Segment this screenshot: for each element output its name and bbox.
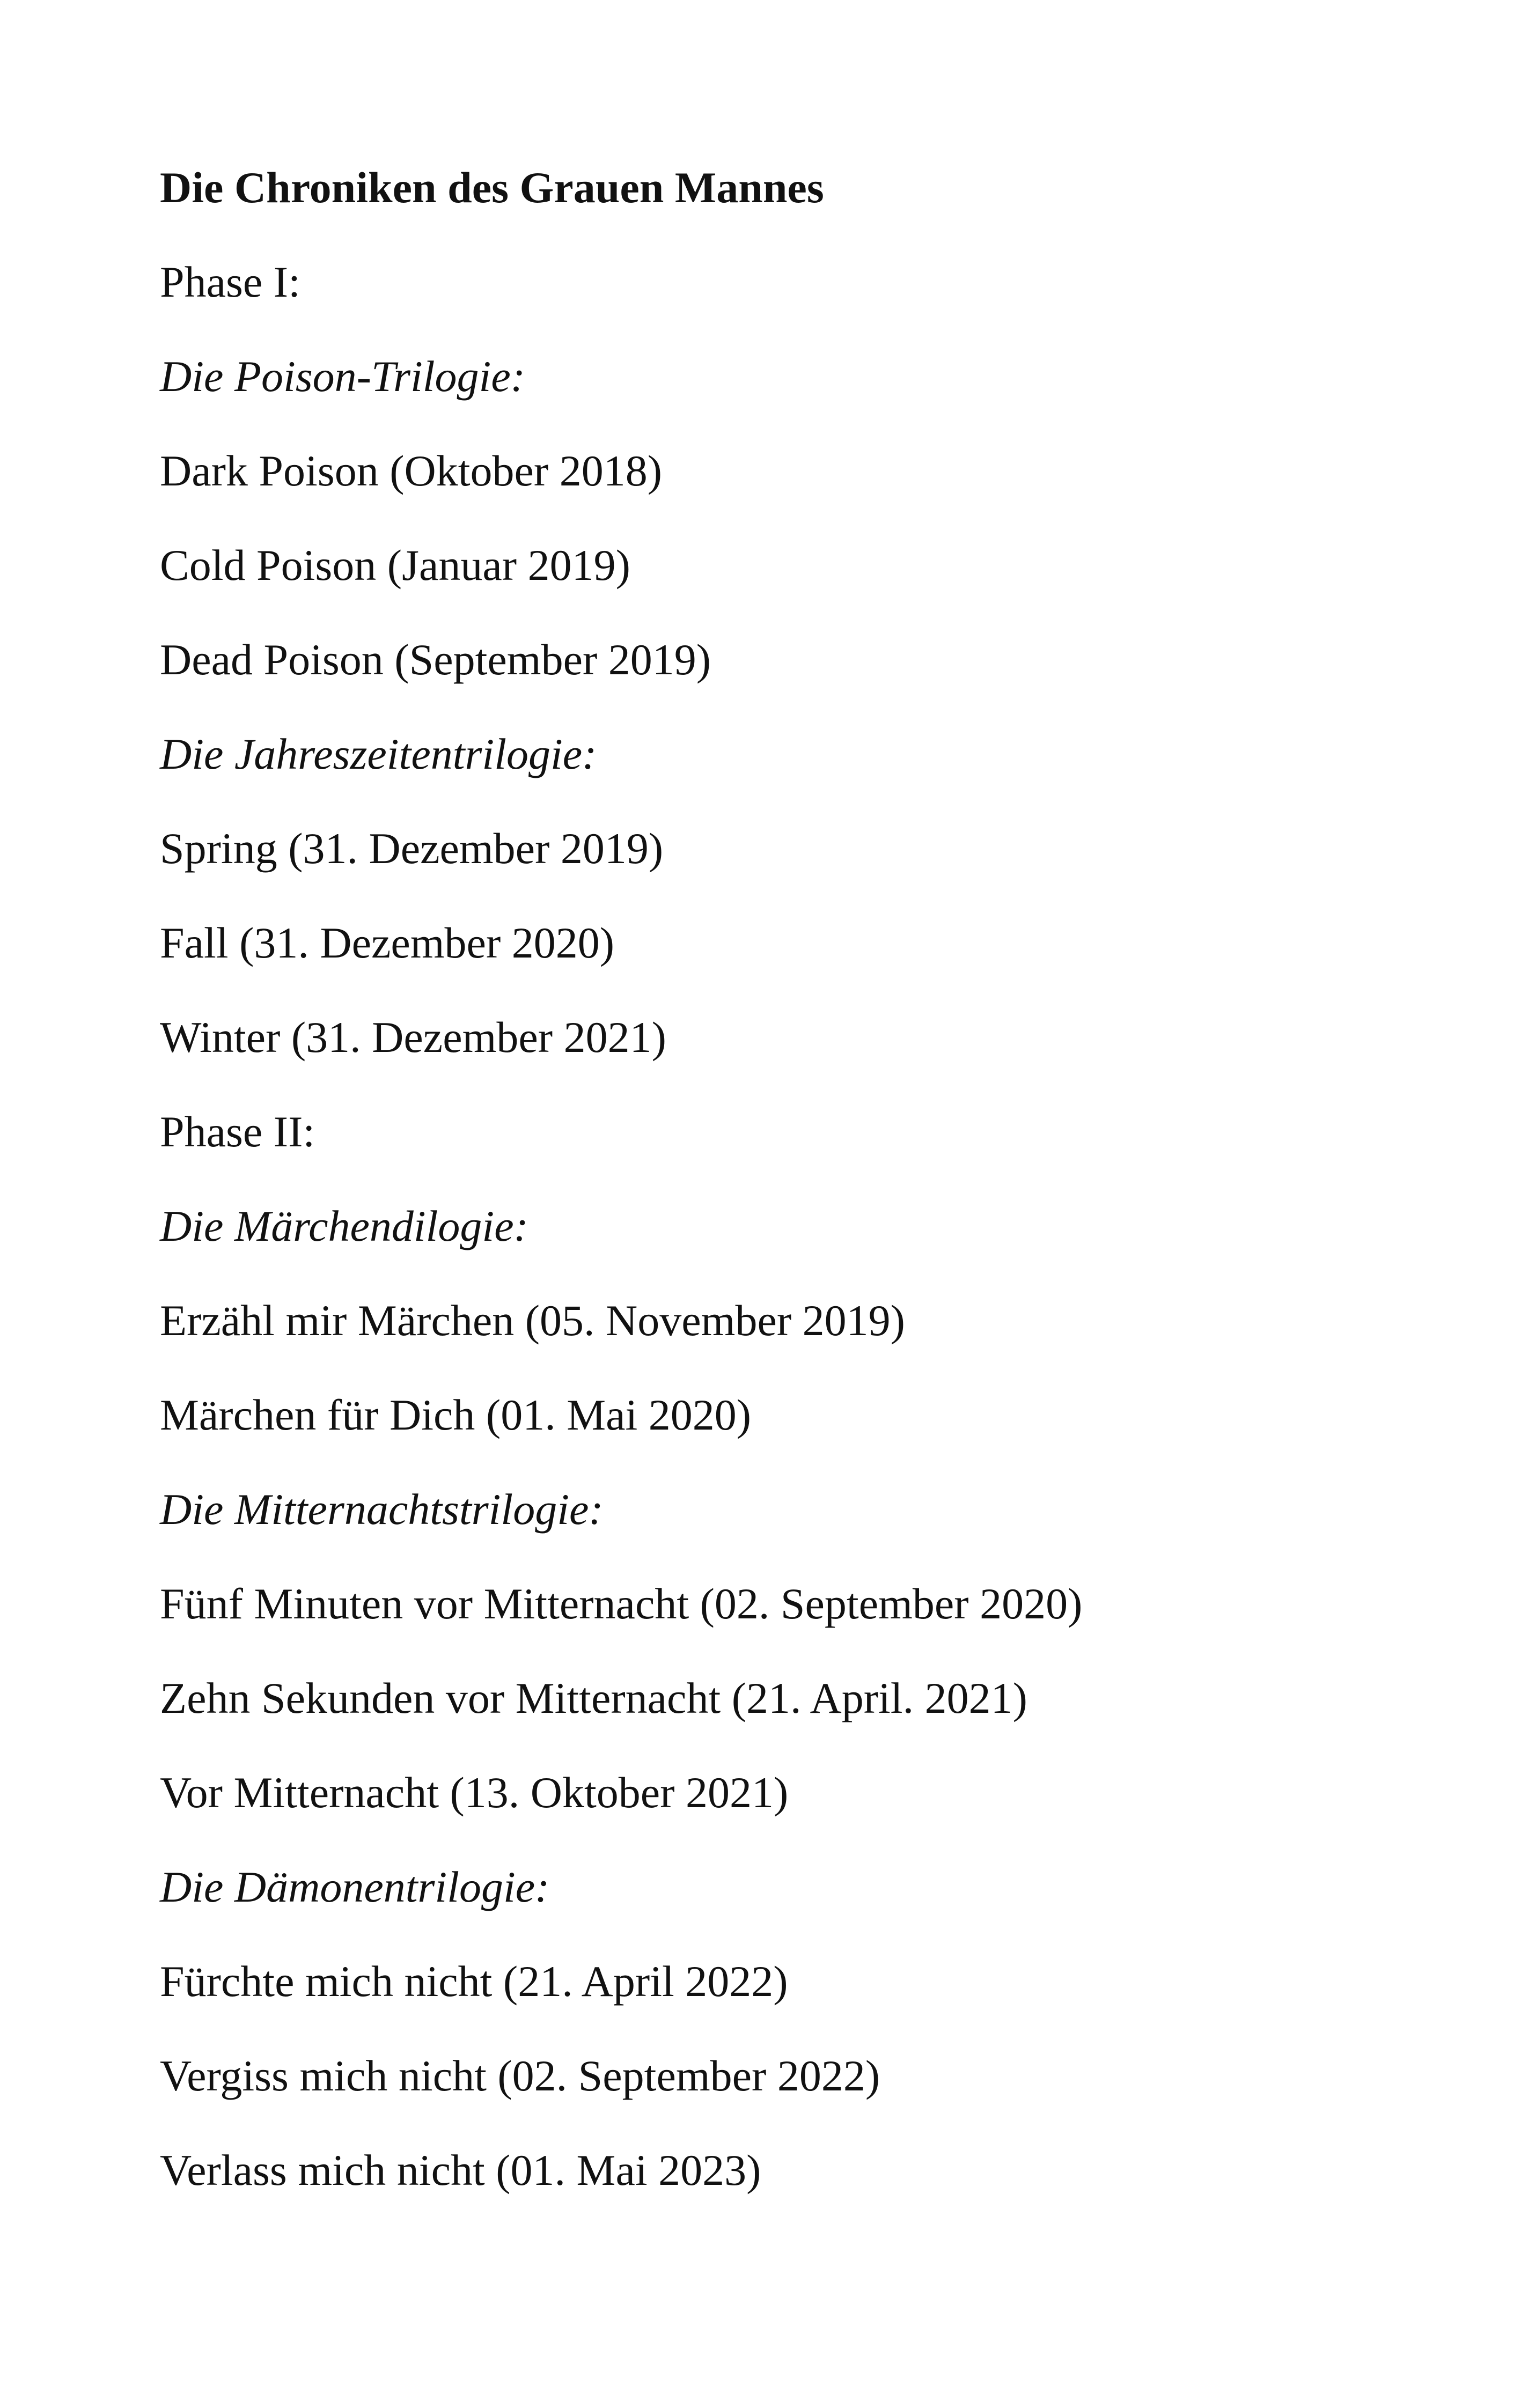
book-entry: Fürchte mich nicht (21. April 2022) xyxy=(160,1957,788,2006)
book-entry: Vergiss mich nicht (02. September 2022) xyxy=(160,2051,880,2100)
phase-heading: Phase I: xyxy=(160,257,300,306)
series-heading: Die Poison-Trilogie: xyxy=(160,352,526,401)
book-entry: Erzähl mir Märchen (05. November 2019) xyxy=(160,1296,905,1345)
book-entry: Vor Mitternacht (13. Oktober 2021) xyxy=(160,1768,789,1817)
book-entry: Verlass mich nicht (01. Mai 2023) xyxy=(160,2146,761,2195)
series-heading: Die Jahreszeitentrilogie: xyxy=(160,730,597,778)
book-entry: Dark Poison (Oktober 2018) xyxy=(160,446,663,495)
phase-heading: Phase II: xyxy=(160,1107,315,1156)
book-list xyxy=(160,141,1447,2218)
document-title: Die Chroniken des Grauen Mannes xyxy=(160,163,824,212)
series-heading: Die Mitternachtstrilogie: xyxy=(160,1485,604,1534)
book-entry: Zehn Sekunden vor Mitternacht (21. April. 2021) xyxy=(160,1674,1027,1722)
series-heading: Die Märchendilogie: xyxy=(160,1202,528,1250)
book-entry: Fünf Minuten vor Mitternacht (02. September 2020) xyxy=(160,1579,1083,1628)
book-entry: Spring (31. Dezember 2019) xyxy=(160,824,664,873)
series-heading: Die Dämonentrilogie: xyxy=(160,1862,550,1911)
book-entry: Fall (31. Dezember 2020) xyxy=(160,918,615,967)
book-entry: Cold Poison (Januar 2019) xyxy=(160,541,630,590)
book-entry: Dead Poison (September 2019) xyxy=(160,635,711,684)
book-entry: Winter (31. Dezember 2021) xyxy=(160,1013,666,1062)
book-entry: Märchen für Dich (01. Mai 2020) xyxy=(160,1390,752,1439)
